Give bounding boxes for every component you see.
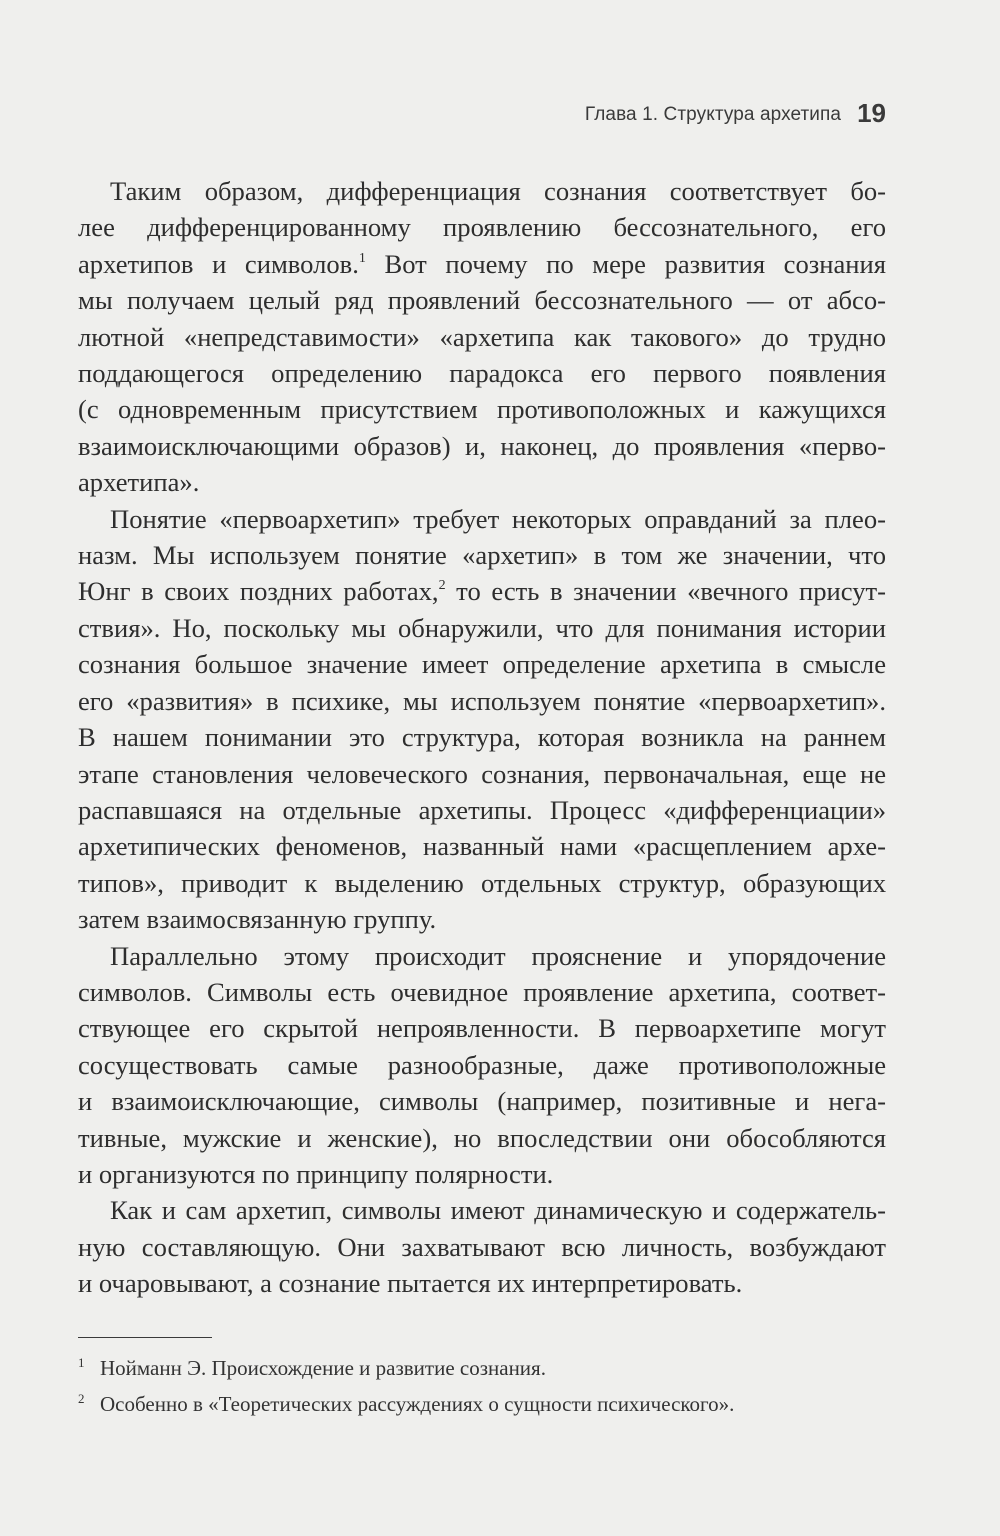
text-line: поддающегося определению парадокса его первого появления (78, 358, 886, 389)
text-fragment: архетипов и символов. (78, 248, 359, 279)
text-line: архетипических феноменов, названный нами «расщеплением архе- (78, 831, 886, 862)
text-line (78, 246, 886, 282)
text-line: сосуществовать самые разнообразные, даже противоположные (78, 1049, 886, 1080)
text-line: Как и сам архетип, символы имеют динамическую и содержатель- (110, 1195, 886, 1226)
text-line: ствующее его скрытой непроявленности. В первоархетипе могут (78, 1013, 886, 1044)
footnote-ref[interactable]: 1 (358, 250, 366, 266)
footnote-number: 1 (78, 1355, 85, 1370)
text-line: Таким образом, дифференциация сознания соответствует бо- (110, 176, 886, 206)
text-line: и организуются по принципу полярности. (78, 1158, 554, 1189)
text-line: тивные, мужские и женские), но впоследствии они обособляются (78, 1122, 886, 1153)
footnote (78, 1386, 886, 1422)
text-line: ную составляющую. Они захватывают всю личность, возбуждают (78, 1231, 886, 1262)
footnote-ref[interactable]: 2 (438, 578, 446, 594)
text-line: лютной «непредставимости» «архетипа как такового» до трудно (78, 321, 886, 352)
paragraph-4 (78, 1192, 886, 1301)
footnote-rule (78, 1337, 212, 1338)
text-line: затем взаимосвязанную группу. (78, 904, 437, 935)
text-line: и очаровывают, а сознание пытается их интерпретировать. (78, 1268, 743, 1299)
text-line: распавшаяся на отдельные архетипы. Процесс «дифференциации» (78, 794, 886, 825)
text-line: Параллельно этому происходит прояснение и упорядочение (110, 940, 886, 971)
text-line: (с одновременным присутствием противоположных и кажущихся (78, 394, 886, 425)
text-line (78, 573, 886, 609)
paragraph-2 (78, 501, 886, 938)
footnote-number: 2 (78, 1391, 85, 1406)
text-line: лее дифференцированному проявлению бессознательного, его (78, 212, 886, 243)
footnote-text: Особенно в «Теоретических рассуждениях о сущности психического». (100, 1392, 735, 1416)
text-line: этапе становления человеческого сознания, первоначальная, еще не (78, 758, 886, 789)
page-number: 19 (857, 98, 886, 128)
footnote-text: Нойманн Э. Происхождение и развитие сознания. (100, 1356, 546, 1380)
text-line: взаимоисключающими образов) и, наконец, до проявления «перво- (78, 430, 886, 461)
text-line: В нашем понимании это структура, которая возникла на раннем (78, 722, 886, 753)
text-line: назм. Мы используем понятие «архетип» в том же значении, что (78, 540, 886, 571)
text-line: архетипа». (78, 467, 200, 498)
text-line: ствия». Но, поскольку мы обнаружили, что для понимания истории (78, 612, 886, 643)
text-line: Понятие «первоархетип» требует некоторых оправданий за плео- (110, 503, 886, 534)
chapter-title: Глава 1. Структура архетипа (584, 104, 842, 125)
paragraph-3 (78, 938, 886, 1193)
text-line: сознания большое значение имеет определение архетипа в смысле (78, 649, 886, 680)
text-line: мы получаем целый ряд проявлений бессознательного — от абсо- (78, 285, 886, 316)
text-line: символов. Символы есть очевидное проявление архетипа, соответ- (78, 976, 886, 1007)
text-line: типов», приводит к выделению отдельных структур, образующих (78, 867, 886, 898)
text-fragment: Вот почему по мере развития сознания (365, 248, 887, 279)
text-line: его «развития» в психике, мы используем понятие «первоархетип». (78, 685, 886, 716)
paragraph-1 (78, 173, 886, 501)
body-text (78, 173, 886, 1302)
text-fragment: Юнг в своих поздних работах, (78, 576, 439, 607)
text-line: и взаимоисключающие, символы (например, позитивные и нега- (78, 1086, 886, 1117)
running-head (78, 98, 886, 129)
footnote (78, 1350, 886, 1386)
text-fragment: то есть в значении «вечного присут- (445, 576, 886, 607)
footnotes (78, 1350, 886, 1422)
